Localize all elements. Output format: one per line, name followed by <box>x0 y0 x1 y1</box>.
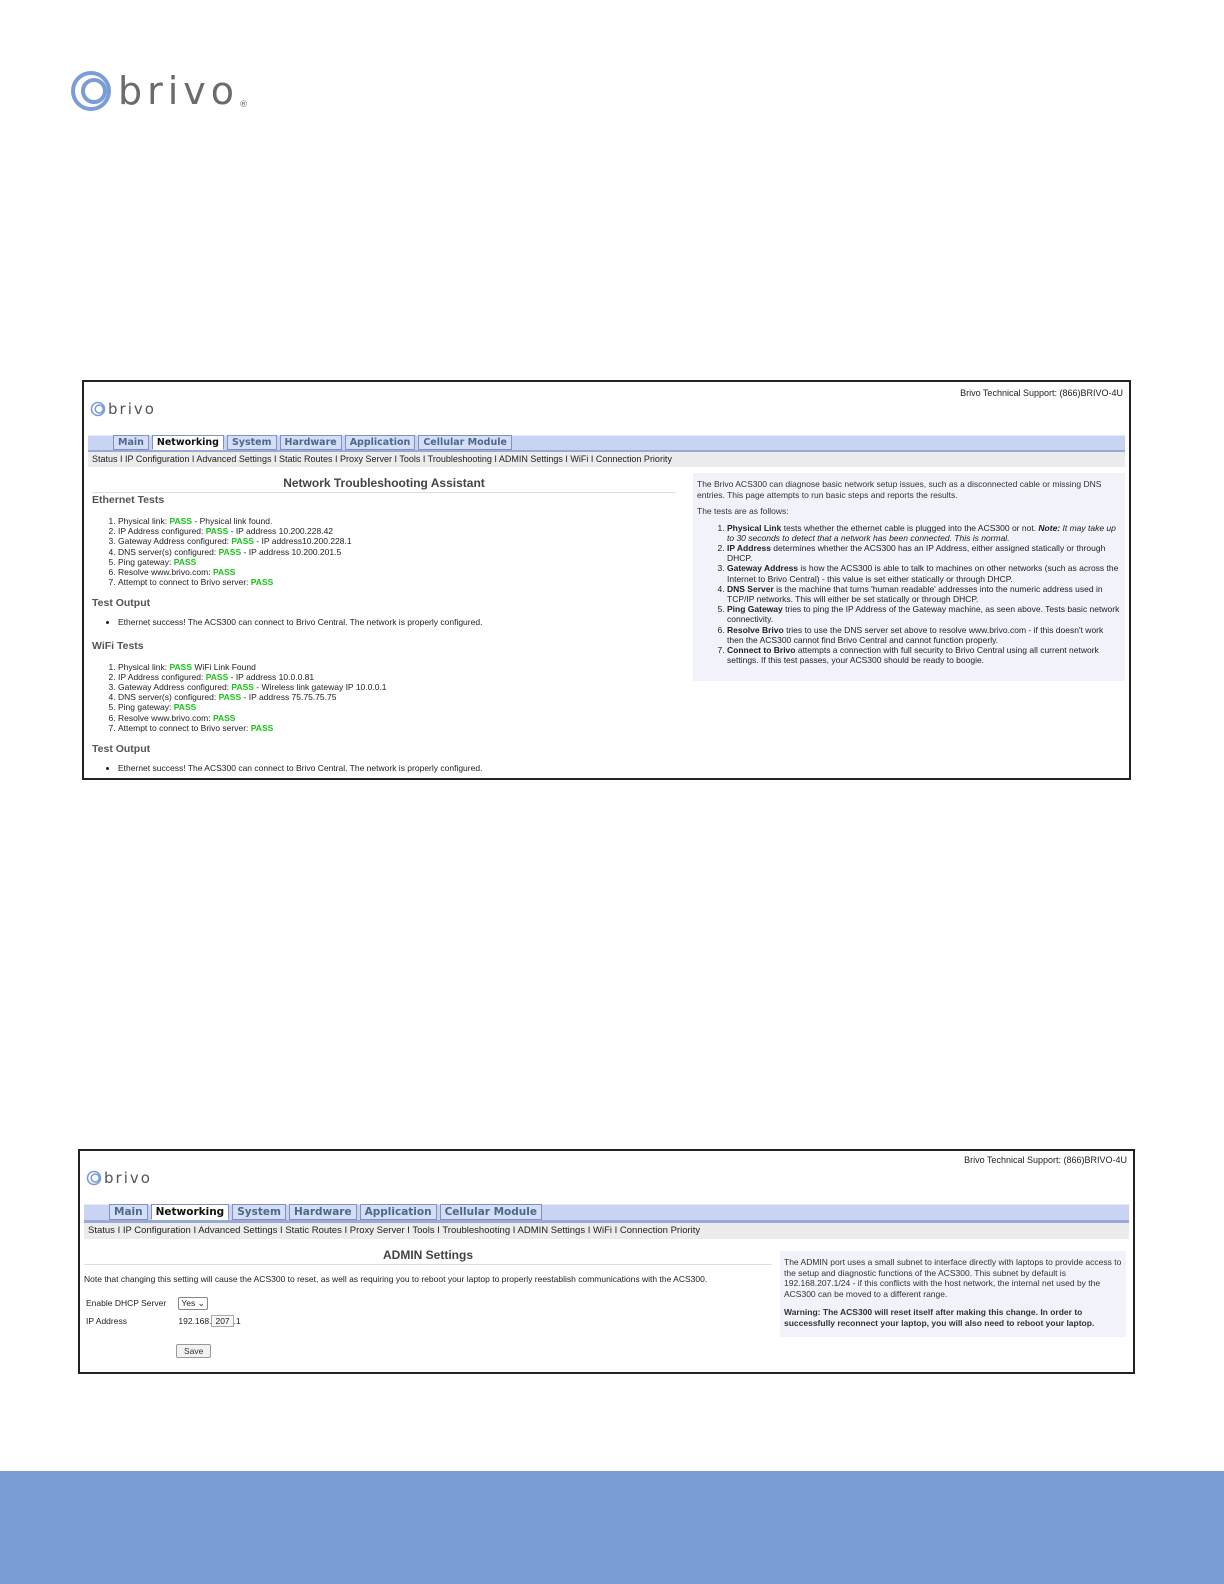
tab-bar <box>84 1203 1129 1223</box>
admin-settings-screenshot <box>78 1149 1135 1374</box>
list-item: 6. Resolve www.brivo.com: PASS <box>118 567 682 577</box>
help-panel <box>780 1251 1126 1337</box>
list-item: 2. IP Address determines whether the ACS300 has an IP Address, either assigned statically or through DHCP. <box>727 543 1121 563</box>
small-brivo-logo <box>86 1169 152 1187</box>
support-phone: Brivo Technical Support: (866)BRIVO-4U <box>960 388 1123 398</box>
small-brivo-logo <box>90 400 156 418</box>
tab-bar <box>88 434 1125 453</box>
tab-system[interactable]: System <box>227 435 277 450</box>
page-title: Network Troubleshooting Assistant <box>92 476 676 493</box>
tab-system[interactable]: System <box>232 1204 286 1220</box>
dhcp-label: Enable DHCP Server <box>86 1298 167 1308</box>
tab-main[interactable]: Main <box>113 435 149 450</box>
list-item: 5. Ping gateway: PASS <box>118 702 682 712</box>
tab-cellular-module[interactable]: Cellular Module <box>440 1204 542 1220</box>
ethernet-tests-heading: Ethernet Tests <box>92 494 165 506</box>
test-output-list <box>92 763 682 773</box>
chevron-down-icon: ⌄ <box>197 1298 205 1308</box>
ip-octet-input[interactable]: 207 <box>211 1315 233 1327</box>
list-item: 6. Resolve www.brivo.com: PASS <box>118 713 682 723</box>
list-item: 4. DNS server(s) configured: PASS - IP address 10.200.201.5 <box>118 547 682 557</box>
small-logo-text: brivo <box>104 1169 152 1187</box>
networking-subnav[interactable]: Status I IP Configuration I Advanced Settings I Static Routes I Proxy Server I Tools I Troubleshooting I ADMIN Settings I WiFi I Connection Priority <box>84 1223 1129 1239</box>
support-phone: Brivo Technical Support: (866)BRIVO-4U <box>964 1155 1127 1165</box>
tab-networking[interactable]: Networking <box>152 435 224 450</box>
brivo-logo-mark-icon <box>86 1170 102 1186</box>
wifi-test-list <box>92 662 682 733</box>
list-item: 2. IP Address configured: PASS - IP address 10.200.228.42 <box>118 526 682 536</box>
ip-label: IP Address <box>86 1316 127 1326</box>
brivo-logo-mark-icon <box>70 70 112 112</box>
list-item: 2. IP Address configured: PASS - IP address 10.0.0.81 <box>118 672 682 682</box>
footer-band <box>0 1471 1224 1584</box>
dhcp-select[interactable]: Yes ⌄ <box>178 1297 207 1310</box>
warning-text: Warning: The ACS300 will reset itself after making this change. In order to successfully reconnect your laptop, you will also need to reboot your laptop. <box>784 1307 1095 1328</box>
tab-main[interactable]: Main <box>109 1204 148 1220</box>
tab-hardware[interactable]: Hardware <box>289 1204 357 1220</box>
list-item: 3. Gateway Address configured: PASS - Wireless link gateway IP 10.0.0.1 <box>118 682 682 692</box>
list-item: 3. Gateway Address configured: PASS - IP address10.200.228.1 <box>118 536 682 546</box>
tab-cellular-module[interactable]: Cellular Module <box>418 435 512 450</box>
list-item: 5. Ping gateway: PASS <box>118 557 682 567</box>
list-item: 4. DNS Server is the machine that turns 'human readable' addresses into the numeric address used in TCP/IP networks. This will either be set statically or through DHCP. <box>727 584 1121 604</box>
wifi-tests-heading: WiFi Tests <box>92 639 144 652</box>
list-item: 1. Physical link: PASS WiFi Link Found <box>118 662 682 672</box>
troubleshooting-screenshot <box>82 380 1131 780</box>
list-item: 1. Physical Link tests whether the ethernet cable is plugged into the ACS300 or not. Note: It may take up to 30 seconds to detect that a network has been connected. This is normal. <box>727 523 1121 543</box>
small-logo-text: brivo <box>108 400 156 418</box>
dhcp-row <box>86 1297 208 1310</box>
ethernet-test-list <box>92 516 682 587</box>
list-item: 4. DNS server(s) configured: PASS - IP address 75.75.75.75 <box>118 692 682 702</box>
tab-hardware[interactable]: Hardware <box>280 435 342 450</box>
admin-note: Note that changing this setting will cause the ACS300 to reset, as well as requiring you to reboot your laptop to properly reestablish communications with the ACS300. <box>84 1274 708 1284</box>
tab-networking[interactable]: Networking <box>151 1204 230 1220</box>
list-item: 6. Resolve Brivo tries to use the DNS server set above to resolve www.brivo.com - if this doesn't work then the ACS300 cannot find Brivo Central and cannot function properly. <box>727 625 1121 645</box>
ip-suffix: .1 <box>233 1316 241 1326</box>
help-panel <box>693 473 1125 681</box>
help-tests-intro: The tests are as follows: <box>697 506 789 516</box>
ip-prefix: 192.168. <box>178 1316 212 1326</box>
list-item: 1. Physical link: PASS - Physical link found. <box>118 516 682 526</box>
test-output-heading: Test Output <box>92 597 151 610</box>
list-item: 7. Connect to Brivo attempts a connection with full security to Brivo Central using all current network settings. If this test passes, your ACS300 should be ready to boogie. <box>727 645 1121 665</box>
tab-application[interactable]: Application <box>345 435 416 450</box>
save-button[interactable]: Save <box>176 1344 211 1358</box>
networking-subnav[interactable]: Status I IP Configuration I Advanced Settings I Static Routes I Proxy Server I Tools I Troubleshooting I ADMIN Settings I WiFi I Connection Priority <box>88 452 1125 467</box>
list-item: 5. Ping Gateway tries to ping the IP Address of the Gateway machine, as seen above. Tests basic network connectivity. <box>727 604 1121 624</box>
tab-application[interactable]: Application <box>360 1204 437 1220</box>
list-item: • Ethernet success! The ACS300 can connect to Brivo Central. The network is properly configured. <box>118 763 682 773</box>
list-item: • Ethernet success! The ACS300 can connect to Brivo Central. The network is properly configured. <box>118 617 682 627</box>
help-list <box>697 523 1121 666</box>
list-item: 7. Attempt to connect to Brivo server: PASS <box>118 577 682 587</box>
ip-row <box>86 1315 241 1327</box>
test-output-heading: Test Output <box>92 743 151 756</box>
help-text: The ADMIN port uses a small subnet to interface directly with laptops to provide access to the setup and diagnostic functions of the ACS300. This subnet by default is 192.168.207.1/24 - if this conflicts with the host network, the internal net used by the ACS300 can be moved to a different range. <box>784 1257 1122 1299</box>
brivo-logo-text: brivo® <box>118 69 249 113</box>
test-output-list <box>92 617 682 627</box>
brivo-logo-mark-icon <box>90 401 106 417</box>
page-title: ADMIN Settings <box>84 1248 772 1265</box>
test-results <box>92 494 682 779</box>
list-item: 7. Attempt to connect to Brivo server: PASS <box>118 723 682 733</box>
brivo-logo <box>70 70 248 112</box>
help-intro: The Brivo ACS300 can diagnose basic network setup issues, such as a disconnected cable or missing DNS entries. This page attempts to run basic steps and reports the results. <box>697 479 1102 500</box>
list-item: 3. Gateway Address is how the ACS300 is able to talk to machines on other networks (such as across the Internet to Brivo Central) - this value is set either statically or through DHCP. <box>727 563 1121 583</box>
